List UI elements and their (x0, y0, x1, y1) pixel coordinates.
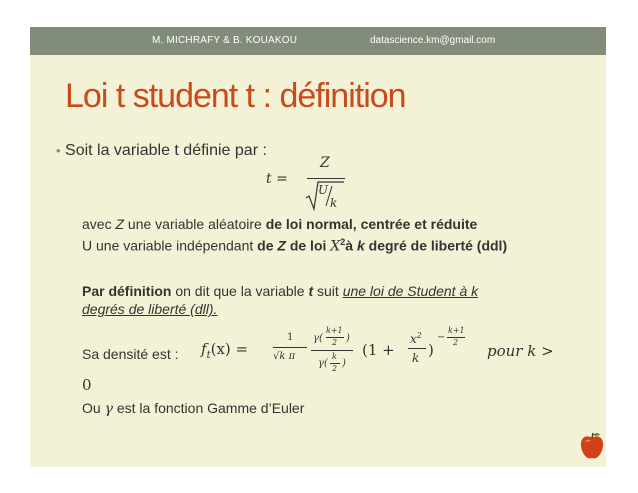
gamma-description (82, 400, 304, 417)
header-author: M. MICHRAFY & B. KOUAKOU (152, 35, 298, 46)
bullet-line (56, 142, 267, 160)
formula-t-bar (307, 178, 345, 179)
u-chi-exp: 2 (340, 237, 346, 247)
formula-t-u: U (318, 183, 329, 197)
x2-x: x (410, 332, 417, 346)
gamma-den-open: γ( (318, 358, 328, 369)
header-bar (30, 27, 606, 55)
def-mid2: suit (313, 283, 343, 299)
formula-t-num: Z (320, 155, 330, 171)
gamma-num-bot: 2 (332, 338, 338, 347)
def-bold: Par définition (82, 283, 172, 299)
slide-title: Loi t student t : définition (65, 77, 406, 115)
x2-den: k (412, 351, 420, 365)
u-b2: de loi (285, 237, 331, 254)
z-bold: de loi normal, centrée et réduite (265, 216, 478, 232)
gamma-num (313, 333, 323, 344)
density-f-sym: f (201, 340, 207, 358)
gamma-pre: Ou (82, 400, 105, 416)
u-k: k (356, 237, 365, 254)
gamma-num-close: ) (346, 333, 350, 344)
u-description (82, 237, 507, 255)
const-num: 1 (287, 332, 294, 343)
bullet-text: Soit la variable t définie par : (65, 142, 267, 159)
u-b1: de (257, 237, 278, 254)
cond-zero: 0 (82, 376, 92, 394)
const-den: √k π (273, 351, 296, 362)
def-underlined: une loi de Student à k (342, 283, 479, 299)
u-b4: degré de liberté (ddl) (364, 237, 508, 254)
exp-minus: − (437, 332, 446, 343)
u-chi: X (330, 238, 341, 255)
u-var: Z (277, 237, 286, 254)
gamma-den-bot: 2 (332, 364, 338, 373)
z-description (82, 216, 477, 232)
x2-exp: 2 (416, 331, 422, 340)
bullet-dot: • (56, 143, 61, 158)
gamma-post: est la fonction Gamme d’Euler (112, 400, 305, 416)
u-pre: U une variable indépendant (82, 237, 258, 254)
z-mid: une variable aléatoire (124, 216, 266, 232)
gamma-sym: γ (104, 401, 113, 417)
gamma-num-open: γ( (313, 333, 323, 344)
apple-icon (578, 432, 606, 462)
exp-den: 2 (453, 338, 459, 347)
density-f (201, 340, 248, 361)
definition-line-2: degrés de liberté (dll). (82, 301, 218, 317)
exp-num: k+1 (448, 326, 465, 335)
definition-line-1 (82, 283, 478, 299)
gamma-num-top: k+1 (326, 326, 343, 335)
z-var: Z (115, 216, 125, 232)
gamma-den-top: k (332, 352, 337, 361)
u-b3: à (345, 237, 357, 254)
gamma-den-close: ) (342, 358, 346, 369)
paren-open: (1 + (362, 341, 395, 359)
z-pre: avec (82, 216, 116, 232)
density-f-sub: t (206, 350, 211, 361)
density-arg: (x) = (210, 340, 249, 358)
x2-bar (408, 348, 426, 349)
x2-num (410, 331, 422, 346)
gamma-bar (311, 350, 353, 351)
formula-t-lhs: t = (266, 171, 288, 187)
formula-t-k: k (330, 196, 338, 210)
header-email: datascience.km@gmail.com (370, 35, 496, 46)
density-label: Sa densité est : (82, 346, 179, 362)
cond: pour k > (487, 342, 554, 360)
const-bar (273, 347, 307, 348)
paren-close: ) (428, 341, 434, 359)
def-t: t (308, 283, 314, 299)
def-mid: on dit que la variable (171, 283, 309, 299)
